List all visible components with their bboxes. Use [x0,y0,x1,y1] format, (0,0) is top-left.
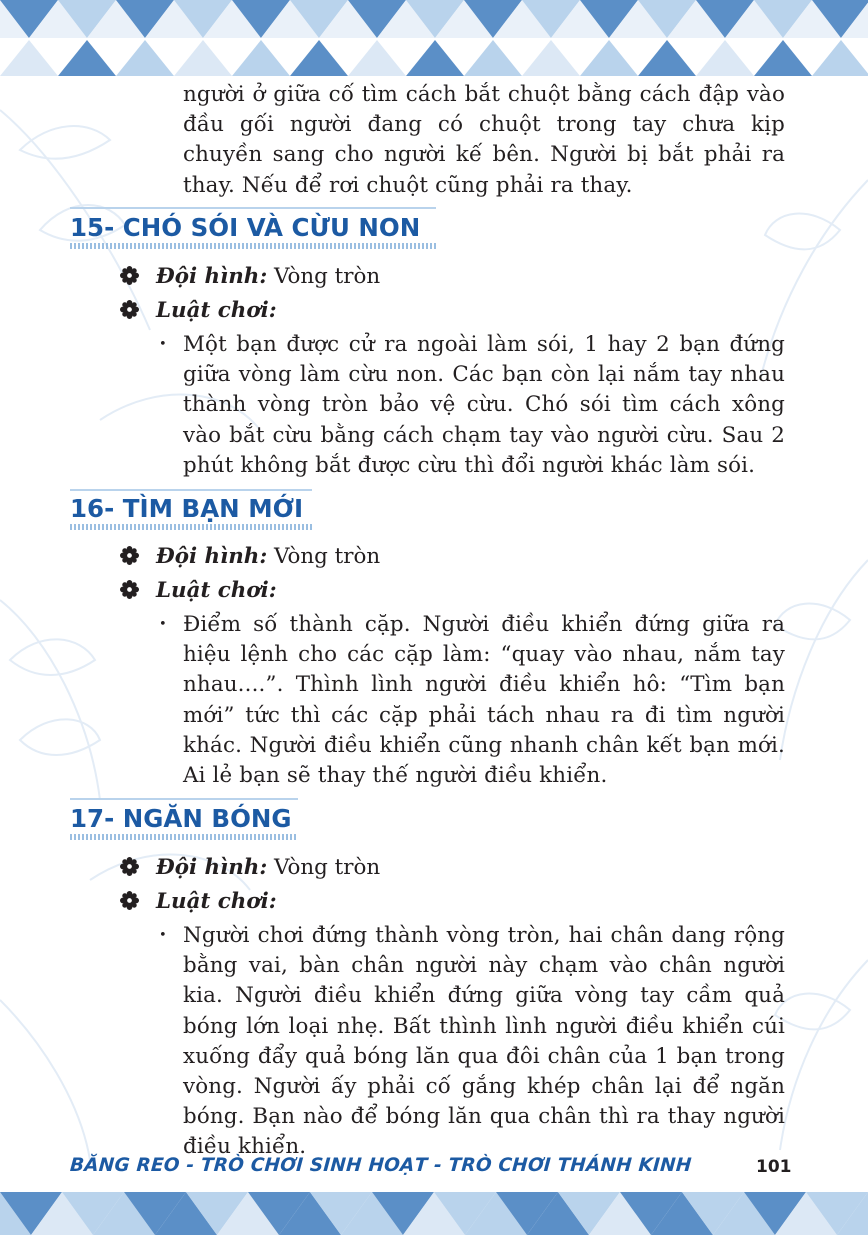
bottom-decorative-band [0,1186,868,1235]
page-number: 101 [756,1157,792,1177]
heading-underline [70,243,436,249]
rules-label: Luật chơi: [156,298,277,323]
section-title: 17- NGĂN BÓNG [70,804,292,833]
formation-item [120,542,380,572]
rule-bullet: • [159,617,167,632]
heading-rule [70,798,298,800]
triangle-shape [464,40,522,76]
section-title: 16- TÌM BẠN MỚI [70,494,304,523]
formation-value: Vòng tròn [274,855,381,880]
rules-label: Luật chơi: [156,889,277,914]
running-title: BĂNG REO - TRÒ CHƠI SINH HOẠT - TRÒ CHƠI THÁNH KINH [69,1155,693,1176]
formation-label: Đội hình: [156,544,268,569]
rules-item [120,576,277,606]
formation-label: Đội hình: [156,855,268,880]
triangle-shape [174,40,232,76]
heading-rule [70,207,436,209]
flower-bullet-icon [120,266,139,285]
triangle-shape [580,40,638,76]
triangle-shape [522,40,580,76]
triangle-shape [58,40,116,76]
rule-bullet: • [159,337,167,352]
rules-text: Người chơi đứng thành vòng tròn, hai chân dang rộng bằng vai, bàn chân người này chạm vào chân người kia. Người điều khiển đứng giữa vòng tay cầm quả bóng lớn loại nhẹ. Bất thình lình người điều khiển cúi xuống đẩy quả bóng lăn qua đôi chân của 1 bạn trong vòng. Người ấy phải cố gắng khép chân lại để ngăn bóng. Bạn nào để bóng lăn qua chân thì ra thay người điều khiển. [183,923,785,1160]
top-decorative-band [0,0,868,78]
heading-rule [70,489,312,491]
rules-item [120,887,277,917]
heading-underline [70,834,298,840]
formation-item [120,853,380,883]
triangle-shape [290,40,348,76]
triangle-shape [232,40,290,76]
heading-underline [70,524,312,530]
section-title: 15- CHÓ SÓI VÀ CỪU NON [70,213,421,242]
triangle-shape [406,40,464,76]
triangle-shape [116,40,174,76]
triangle-shape [638,40,696,76]
rules-text: Điểm số thành cặp. Người điều khiển đứng giữa ra hiệu lệnh cho các cặp làm: “quay vào nhau, nắm tay nhau....”. Thình lình người điều khiển hô: “Tìm bạn mới” tức thì các cặp phải tách nhau ra đi tìm người khác. Người điều khiển cũng nhanh chân kết bạn mới. Ai lẻ bạn sẽ thay thế người điều khiển. [183,612,785,789]
rules-text: Một bạn được cử ra ngoài làm sói, 1 hay 2 bạn đứng giữa vòng làm cừu non. Các bạn còn lại nắm tay nhau thành vòng tròn bảo vệ cừu. Chó sói tìm cách xông vào bắt cừu bằng cách chạm tay vào người cừu. Sau 2 phút không bắt được cừu thì đổi người khác làm sói. [183,332,785,478]
formation-value: Vòng tròn [274,264,381,289]
triangle-shape [754,40,812,76]
triangle-shape [812,40,868,76]
flower-bullet-icon [120,580,139,599]
triangle-shape [696,40,754,76]
flower-bullet-icon [120,857,139,876]
triangle-shape [348,40,406,76]
formation-item [120,262,380,292]
flower-bullet-icon [120,300,139,319]
intro-paragraph: người ở giữa cố tìm cách bắt chuột bằng cách đập vào đầu gối người đang có chuột trong tay chưa kịp chuyền sang cho người kế bên. Người bị bắt phải ra thay. Nếu để rơi chuột cũng phải ra thay. [183,82,785,198]
formation-label: Đội hình: [156,264,268,289]
formation-value: Vòng tròn [274,544,381,569]
flower-bullet-icon [120,891,139,910]
rules-item [120,296,277,326]
triangle-shape [0,40,58,76]
flower-bullet-icon [120,546,139,565]
rule-bullet: • [159,928,167,943]
rules-label: Luật chơi: [156,578,277,603]
